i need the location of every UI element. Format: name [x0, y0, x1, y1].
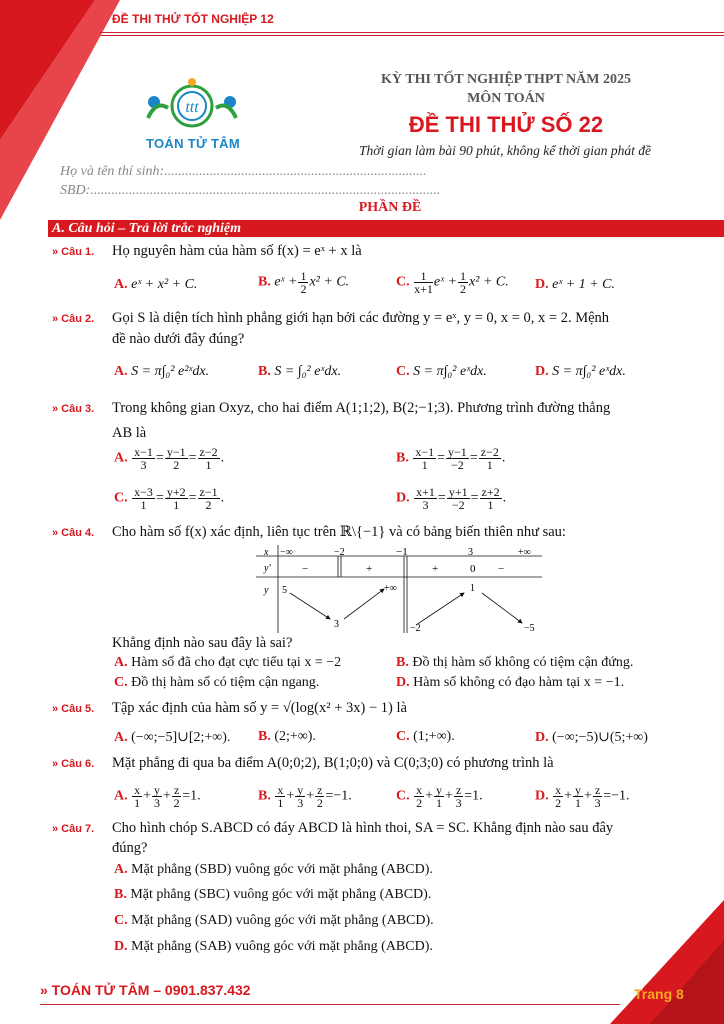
q3-option-a[interactable]: A. $\frac{x-1}{3}$ = $\frac{y-1}{2}$ = $\frac{z-2}{1}$ .: [114, 445, 225, 472]
q5-option-d[interactable]: [535, 729, 648, 746]
part-heading: PHẦN ĐỀ: [358, 200, 422, 215]
q6-text: Mặt phẳng đi qua ba điểm A(0;0;2), B(1;0;0) và C(0;3;0) có phương trình là: [112, 755, 554, 771]
q2-option-c[interactable]: [396, 364, 487, 380]
q4-label: » Câu 4.: [52, 527, 95, 539]
q5-d-text: (−∞;−5)∪(5;+∞): [552, 730, 648, 745]
logo-text: TOÁN TỬ TÂM: [146, 136, 241, 151]
section-heading: A. Câu hỏi – Trả lời trắc nghiệm: [48, 220, 724, 237]
q4-option-a[interactable]: [114, 655, 341, 671]
name-line: Họ và tên thí sinh:...........................................................................: [60, 164, 427, 179]
q6-c-letter: C.: [396, 788, 410, 804]
q6-option-c[interactable]: C. $\frac{x}{2}$ + $\frac{y}{1}$ + $\frac{z}{3}$ =1.: [396, 783, 483, 810]
q2-option-b[interactable]: [258, 364, 341, 380]
q5-a-text: (−∞;−5]∪[2;+∞).: [131, 730, 231, 745]
q5-option-a[interactable]: [114, 729, 230, 746]
q1-d-text: eˣ + 1 + C.: [552, 277, 616, 292]
sbd-line: SBD:....................................................................................................: [60, 183, 441, 198]
q2-b-letter: B.: [258, 364, 271, 379]
q7-option-b[interactable]: [114, 887, 431, 903]
page-title: ĐỀ THI THỬ SỐ 22: [408, 112, 604, 137]
q6-a-letter: A.: [114, 788, 128, 804]
vt-y-2: +∞: [384, 583, 397, 594]
q3-d-letter: D.: [396, 490, 410, 506]
subject: MÔN TOÁN: [467, 91, 545, 106]
q7-a-text: Mặt phẳng (SBD) vuông góc với mặt phẳng (ABCD).: [131, 862, 433, 877]
q2-option-d[interactable]: [535, 364, 626, 380]
q7-b-text: Mặt phẳng (SBC) vuông góc với mặt phẳng (ABCD).: [130, 887, 432, 902]
q2-text-2: đề nào dưới đây đúng?: [112, 331, 245, 347]
q4-option-b[interactable]: [396, 655, 633, 671]
q6-d-letter: D.: [535, 788, 549, 804]
q7-label: » Câu 7.: [52, 823, 95, 835]
vt-y-label: y: [264, 585, 269, 596]
q4-claim: Khẳng định nào sau đây là sai?: [112, 635, 293, 651]
svg-text:ttt: ttt: [185, 99, 199, 116]
q7-d-letter: D.: [114, 939, 128, 954]
q1-text: Họ nguyên hàm của hàm số f(x) = eˣ + x là: [112, 243, 362, 259]
q7-text-2: đúng?: [112, 840, 148, 856]
q6-option-a[interactable]: A. $\frac{x}{1}$ + $\frac{y}{3}$ + $\frac{z}{2}$ =1.: [114, 783, 201, 810]
q7-option-d[interactable]: [114, 939, 433, 955]
q4-c-text: Đồ thị hàm số có tiệm cận ngang.: [131, 675, 320, 690]
q1-option-c[interactable]: C. $\frac{1}{x+1}$ eˣ + $\frac{1}{2}$ x² + C.: [396, 269, 509, 296]
vt-sign-3: 0: [470, 563, 476, 575]
q3-option-d[interactable]: D. $\frac{x+1}{3}$ = $\frac{y+1}{-2}$ = $\frac{z+2}{1}$ .: [396, 485, 507, 512]
exam-name: KỲ THI TỐT NGHIỆP THPT NĂM 2025: [381, 72, 631, 87]
q2-c-text: S = π∫₀² eˣdx.: [413, 364, 487, 379]
vt-x-2: −1: [396, 546, 408, 558]
footer-contact: » TOÁN TỬ TÂM – 0901.837.432: [40, 982, 251, 998]
q7-option-c[interactable]: [114, 913, 434, 929]
q1-a-letter: A.: [114, 277, 128, 292]
q6-label: » Câu 6.: [52, 758, 95, 770]
q2-a-letter: A.: [114, 364, 128, 379]
q1-a-text: eˣ + x² + C.: [131, 277, 198, 292]
vt-y-0: 5: [282, 585, 287, 596]
q1-d-letter: D.: [535, 277, 549, 292]
q2-text-1: Gọi S là diện tích hình phẳng giới hạn bởi các đường y = eˣ, y = 0, x = 0, x = 2. Mệnh: [112, 310, 610, 326]
q5-a-letter: A.: [114, 730, 128, 745]
q7-option-a[interactable]: [114, 862, 433, 878]
q5-b-letter: B.: [258, 729, 271, 744]
q2-b-text: S = ∫₀² eˣdx.: [274, 364, 342, 379]
vt-x-3: 3: [468, 547, 473, 558]
q6-option-d[interactable]: D. $\frac{x}{2}$ + $\frac{y}{1}$ + $\frac{z}{3}$ =−1.: [535, 783, 630, 810]
q7-c-letter: C.: [114, 913, 128, 928]
q4-b-letter: B.: [396, 655, 409, 670]
vt-y-3: −2: [410, 623, 421, 634]
q3-a-letter: A.: [114, 450, 128, 466]
q2-d-letter: D.: [535, 364, 549, 379]
vt-yp-label: y': [264, 563, 271, 574]
page-number: Trang 8: [634, 986, 684, 1002]
q1-option-a[interactable]: [114, 277, 197, 293]
q7-a-letter: A.: [114, 862, 128, 877]
vt-x-label: x: [264, 547, 269, 558]
q3-text-1: Trong không gian Oxyz, cho hai điểm A(1;1;2), B(2;−1;3). Phương trình đường thẳng: [112, 400, 611, 416]
q2-option-a[interactable]: [114, 364, 209, 380]
q4-d-letter: D.: [396, 675, 410, 690]
vt-sign-0: −: [302, 563, 309, 575]
footer-divider: [40, 1004, 620, 1005]
variation-table: [256, 545, 542, 635]
q1-b-letter: B.: [258, 274, 271, 290]
q5-label: » Câu 5.: [52, 703, 95, 715]
q4-text: Cho hàm số f(x) xác định, liên tục trên ℝ\{−1} và có bảng biến thiên như sau:: [112, 524, 566, 540]
q7-c-text: Mặt phẳng (SAD) vuông góc với mặt phẳng (ABCD).: [131, 913, 434, 928]
q6-option-b[interactable]: B. $\frac{x}{1}$ + $\frac{y}{3}$ + $\frac{z}{2}$ =−1.: [258, 783, 352, 810]
q6-b-letter: B.: [258, 788, 271, 804]
q4-option-d[interactable]: [396, 675, 624, 691]
vt-sign-4: −: [498, 563, 505, 575]
q3-text-2: AB là: [112, 425, 147, 441]
header-divider: [100, 32, 724, 33]
vt-sign-2: +: [432, 563, 439, 575]
q5-text: Tập xác định của hàm số y = √(log(x² + 3x) − 1) là: [112, 700, 407, 716]
q1-option-b[interactable]: B. eˣ + $\frac{1}{2}$ x² + C.: [258, 269, 350, 296]
q5-d-letter: D.: [535, 730, 549, 745]
q2-c-letter: C.: [396, 364, 410, 379]
q3-label: » Câu 3.: [52, 403, 95, 415]
q4-c-letter: C.: [114, 675, 128, 690]
vt-x-1: −2: [334, 547, 345, 558]
vt-y-5: −5: [524, 623, 535, 634]
q1-option-d[interactable]: [535, 277, 615, 293]
time-note: Thời gian làm bài 90 phút, không kể thời gian phát đề: [359, 143, 651, 158]
vt-y-4: 1: [470, 583, 475, 594]
q3-c-letter: C.: [114, 490, 128, 506]
q3-option-b[interactable]: B. $\frac{x-1}{1}$ = $\frac{y-1}{-2}$ = $\frac{z-2}{1}$ .: [396, 445, 506, 472]
q5-c-letter: C.: [396, 729, 410, 744]
vt-sign-1: +: [366, 563, 373, 575]
corner-decoration-bottom-right: [610, 880, 724, 1024]
q4-a-letter: A.: [114, 655, 128, 670]
q4-b-text: Đồ thị hàm số không có tiệm cận đứng.: [412, 655, 634, 670]
logo-icon: [146, 78, 238, 136]
q1-label: » Câu 1.: [52, 246, 95, 258]
q5-c-text: (1;+∞).: [413, 729, 455, 744]
q5-option-b[interactable]: [258, 729, 316, 745]
vt-x-0: −∞: [280, 547, 293, 558]
q4-option-c[interactable]: [114, 675, 319, 691]
q5-option-c[interactable]: [396, 729, 455, 745]
q4-d-text: Hàm số không có đạo hàm tại x = −1.: [413, 675, 625, 690]
q2-d-text: S = π∫₀² eˣdx.: [552, 364, 626, 379]
q2-label: » Câu 2.: [52, 313, 95, 325]
q7-text-1: Cho hình chóp S.ABCD có đáy ABCD là hình thoi, SA = SC. Khẳng định nào sau đây: [112, 820, 614, 836]
vt-x-4: +∞: [518, 547, 531, 558]
q1-c-letter: C.: [396, 274, 410, 290]
vt-y-1: 3: [334, 619, 339, 630]
header-divider-2: [100, 35, 724, 36]
q7-b-letter: B.: [114, 887, 127, 902]
q5-b-text: (2;+∞).: [274, 729, 316, 744]
header-title: ĐỀ THI THỬ TỐT NGHIỆP 12: [112, 12, 274, 26]
q3-option-c[interactable]: C. $\frac{x-3}{1}$ = $\frac{y+2}{1}$ = $\frac{z-1}{2}$ .: [114, 485, 225, 512]
q4-a-text: Hàm số đã cho đạt cực tiểu tại x = −2: [131, 655, 342, 670]
q3-b-letter: B.: [396, 450, 409, 466]
q2-a-text: S = π∫₀² e²ˣdx.: [131, 364, 210, 379]
q7-d-text: Mặt phẳng (SAB) vuông góc với mặt phẳng (ABCD).: [131, 939, 433, 954]
